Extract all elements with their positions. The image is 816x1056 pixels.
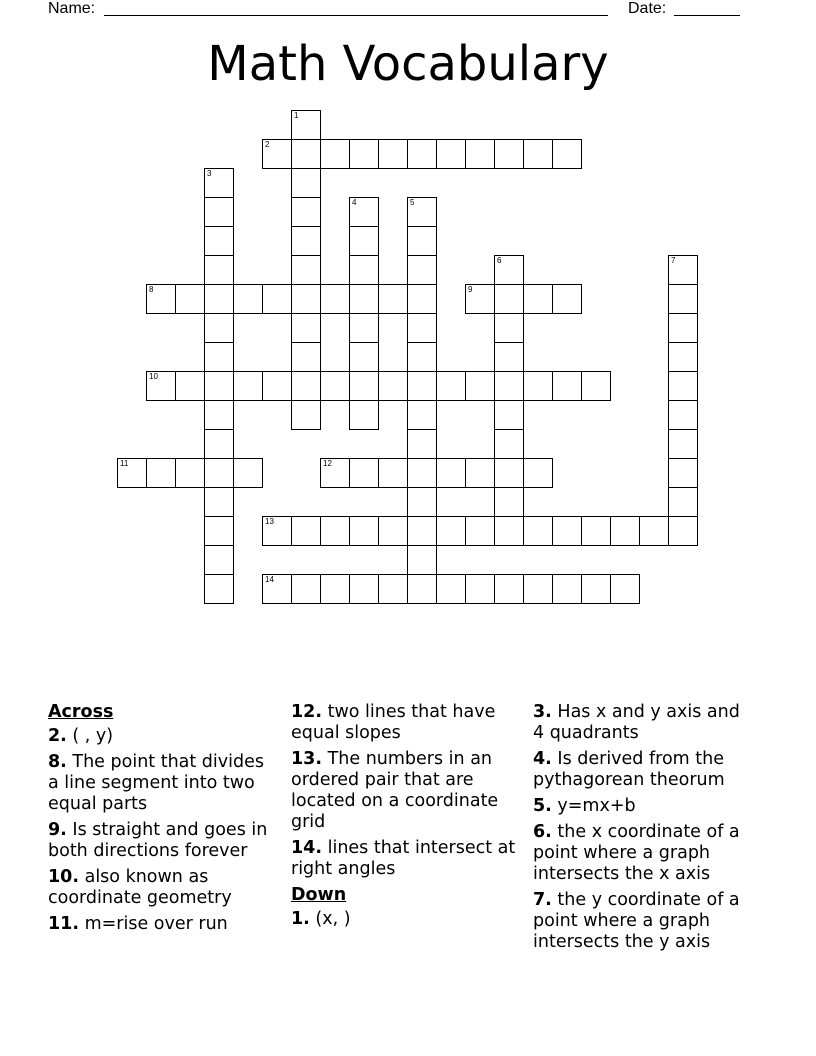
crossword-cell[interactable]: [668, 516, 698, 546]
crossword-cell[interactable]: [378, 574, 408, 604]
crossword-cell[interactable]: [291, 110, 321, 140]
clue-across-2: 2. ( , y): [48, 726, 114, 746]
clues-column-2: [291, 702, 519, 935]
clue-down-7: 7. the y coordinate of a point where a graph intersects the y axis: [533, 890, 740, 952]
clue-down-1: 1. (x, ): [291, 909, 351, 929]
crossword-cell[interactable]: [378, 371, 408, 401]
crossword-cell[interactable]: [204, 168, 234, 198]
crossword-cell[interactable]: [407, 545, 437, 575]
crossword-cell[interactable]: [349, 284, 379, 314]
clue-across-12: 12. two lines that have equal slopes: [291, 702, 496, 743]
crossword-cell[interactable]: [494, 371, 524, 401]
crossword-cell[interactable]: [146, 458, 176, 488]
crossword-cell[interactable]: [552, 284, 582, 314]
crossword-cell[interactable]: [465, 574, 495, 604]
crossword-cell[interactable]: [291, 226, 321, 256]
crossword-cell[interactable]: [407, 284, 437, 314]
clue-across-9: 9. Is straight and goes in both directions forever: [48, 820, 268, 861]
name-label: Name:: [48, 0, 96, 17]
crossword-cell[interactable]: [552, 574, 582, 604]
crossword-cell[interactable]: [320, 574, 350, 604]
crossword-cell[interactable]: [523, 458, 553, 488]
crossword-cell[interactable]: [320, 458, 350, 488]
crossword-cell[interactable]: [494, 342, 524, 372]
crossword-cell[interactable]: [407, 371, 437, 401]
crossword-cell[interactable]: [175, 458, 205, 488]
crossword-cell[interactable]: [262, 139, 292, 169]
crossword-cell[interactable]: [204, 545, 234, 575]
crossword-cell[interactable]: [320, 139, 350, 169]
clue-number: 6: [497, 256, 502, 265]
crossword-cell[interactable]: [523, 516, 553, 546]
date-blank-line[interactable]: [674, 15, 740, 16]
crossword-cell[interactable]: [668, 371, 698, 401]
crossword-cell[interactable]: [407, 429, 437, 459]
clues-column-3: [533, 702, 753, 958]
crossword-cell[interactable]: [146, 284, 176, 314]
date-label: Date:: [628, 0, 667, 17]
crossword-cell[interactable]: [204, 371, 234, 401]
crossword-cell[interactable]: [436, 574, 466, 604]
crossword-cell[interactable]: [233, 371, 263, 401]
crossword-cell[interactable]: [204, 255, 234, 285]
crossword-cell[interactable]: [668, 400, 698, 430]
clues-column-1: [48, 702, 273, 940]
crossword-cell[interactable]: [494, 284, 524, 314]
crossword-cell[interactable]: [523, 284, 553, 314]
crossword-cell[interactable]: [204, 574, 234, 604]
crossword-cell[interactable]: [349, 226, 379, 256]
crossword-cell[interactable]: [668, 313, 698, 343]
crossword-cell[interactable]: [204, 226, 234, 256]
crossword-cell[interactable]: [523, 371, 553, 401]
down-heading: Down: [291, 885, 347, 905]
crossword-cell[interactable]: [204, 284, 234, 314]
crossword-cell[interactable]: [378, 139, 408, 169]
crossword-cell[interactable]: [291, 284, 321, 314]
crossword-cell[interactable]: [204, 342, 234, 372]
clue-number: 9: [468, 285, 473, 294]
crossword-cell[interactable]: [233, 284, 263, 314]
crossword-cell[interactable]: [349, 516, 379, 546]
crossword-cell[interactable]: [204, 197, 234, 227]
crossword-cell[interactable]: [291, 342, 321, 372]
clue-down-6: 6. the x coordinate of a point where a graph intersects the x axis: [533, 822, 740, 884]
crossword-cell[interactable]: [291, 400, 321, 430]
crossword-cell[interactable]: [668, 487, 698, 517]
crossword-cell[interactable]: [204, 487, 234, 517]
clue-across-13: 13. The numbers in an ordered pair that are located on a coordinate grid: [291, 749, 499, 832]
crossword-cell[interactable]: [436, 139, 466, 169]
crossword-cell[interactable]: [291, 313, 321, 343]
crossword-cell[interactable]: [494, 458, 524, 488]
crossword-cell[interactable]: [407, 516, 437, 546]
crossword-cell[interactable]: [349, 197, 379, 227]
crossword-cell[interactable]: [407, 400, 437, 430]
clue-down-3: 3. Has x and y axis and 4 quadrants: [533, 702, 740, 743]
crossword-cell[interactable]: [349, 574, 379, 604]
crossword-cell[interactable]: [320, 284, 350, 314]
crossword-cell[interactable]: [494, 574, 524, 604]
crossword-cell[interactable]: [233, 458, 263, 488]
crossword-cell[interactable]: [436, 516, 466, 546]
crossword-cell[interactable]: [204, 458, 234, 488]
crossword-cell[interactable]: [291, 371, 321, 401]
crossword-cell[interactable]: [407, 255, 437, 285]
crossword-cell[interactable]: [668, 342, 698, 372]
crossword-cell[interactable]: [407, 342, 437, 372]
crossword-cell[interactable]: [465, 284, 495, 314]
worksheet-header: [48, 0, 748, 20]
clue-across-10: 10. also known as coordinate geometry: [48, 867, 232, 908]
page-title: Math Vocabulary: [207, 36, 609, 92]
crossword-cell[interactable]: [349, 458, 379, 488]
clue-number: 11: [120, 459, 129, 468]
crossword-cell[interactable]: [262, 284, 292, 314]
clue-across-14: 14. lines that intersect at right angles: [291, 838, 516, 879]
crossword-cell[interactable]: [494, 487, 524, 517]
crossword-cell[interactable]: [175, 284, 205, 314]
crossword-cell[interactable]: [204, 516, 234, 546]
clue-across-11: 11. m=rise over run: [48, 914, 228, 934]
crossword-cell[interactable]: [146, 371, 176, 401]
crossword-cell[interactable]: [320, 516, 350, 546]
clue-number: 7: [671, 256, 676, 265]
crossword-cell[interactable]: [610, 574, 640, 604]
crossword-cell[interactable]: [523, 139, 553, 169]
crossword-cell[interactable]: [407, 313, 437, 343]
crossword-cell[interactable]: [378, 458, 408, 488]
crossword-cell[interactable]: [349, 255, 379, 285]
crossword-cell[interactable]: [494, 516, 524, 546]
clue-number: 5: [410, 198, 415, 207]
crossword-cell[interactable]: [465, 139, 495, 169]
crossword-cell[interactable]: [349, 313, 379, 343]
crossword-cell[interactable]: [465, 516, 495, 546]
clue-number: 3: [207, 169, 212, 178]
crossword-cell[interactable]: [262, 516, 292, 546]
crossword-cell[interactable]: [291, 197, 321, 227]
across-heading: Across: [48, 702, 114, 722]
crossword-cell[interactable]: [668, 255, 698, 285]
crossword-cell[interactable]: [407, 197, 437, 227]
crossword-cell[interactable]: [349, 371, 379, 401]
crossword-cell[interactable]: [291, 574, 321, 604]
crossword-cell[interactable]: [349, 400, 379, 430]
crossword-cell[interactable]: [291, 139, 321, 169]
crossword-cell[interactable]: [291, 168, 321, 198]
clue-number: 8: [149, 285, 154, 294]
crossword-cell[interactable]: [639, 516, 669, 546]
crossword-cell[interactable]: [581, 516, 611, 546]
crossword-cell[interactable]: [175, 371, 205, 401]
crossword-cell[interactable]: [378, 284, 408, 314]
clue-number: 1: [294, 111, 299, 120]
crossword-cell[interactable]: [668, 458, 698, 488]
crossword-cell[interactable]: [581, 574, 611, 604]
crossword-cell[interactable]: [204, 400, 234, 430]
crossword-cell[interactable]: [204, 313, 234, 343]
crossword-cell[interactable]: [436, 371, 466, 401]
crossword-cell[interactable]: [204, 429, 234, 459]
crossword-cell[interactable]: [494, 313, 524, 343]
clue-number: 13: [265, 517, 274, 526]
crossword-cell[interactable]: [610, 516, 640, 546]
crossword-cell[interactable]: [523, 574, 553, 604]
crossword-cell[interactable]: [465, 371, 495, 401]
name-blank-line[interactable]: [104, 15, 608, 16]
clue-number: 4: [352, 198, 357, 207]
crossword-cell[interactable]: [436, 458, 466, 488]
crossword-cell[interactable]: [407, 574, 437, 604]
crossword-cell[interactable]: [407, 226, 437, 256]
crossword-cell[interactable]: [465, 458, 495, 488]
crossword-cell[interactable]: [262, 371, 292, 401]
crossword-cell[interactable]: [668, 284, 698, 314]
crossword-cell[interactable]: [552, 139, 582, 169]
crossword-cell[interactable]: [262, 574, 292, 604]
crossword-cell[interactable]: [494, 429, 524, 459]
clue-number: 10: [149, 372, 158, 381]
crossword-cell[interactable]: [407, 139, 437, 169]
crossword-cell[interactable]: [552, 516, 582, 546]
clue-down-5: 5. y=mx+b: [533, 796, 636, 816]
crossword-cell[interactable]: [349, 139, 379, 169]
crossword-cell[interactable]: [407, 458, 437, 488]
crossword-cell[interactable]: [668, 429, 698, 459]
crossword-cell[interactable]: [378, 516, 408, 546]
crossword-cell[interactable]: [407, 487, 437, 517]
crossword-cell[interactable]: [291, 516, 321, 546]
clue-across-8: 8. The point that divides a line segment into two equal parts: [48, 752, 264, 814]
clue-number: 2: [265, 140, 270, 149]
crossword-cell[interactable]: [117, 458, 147, 488]
crossword-cell[interactable]: [349, 342, 379, 372]
crossword-cell[interactable]: [494, 255, 524, 285]
clue-down-4: 4. Is derived from the pythagorean theorum: [533, 749, 725, 790]
crossword-cell[interactable]: [552, 371, 582, 401]
clue-number: 14: [265, 575, 274, 584]
clue-number: 12: [323, 459, 332, 468]
crossword-cell[interactable]: [291, 255, 321, 285]
crossword-cell[interactable]: [320, 371, 350, 401]
crossword-cell[interactable]: [494, 400, 524, 430]
crossword-cell[interactable]: [581, 371, 611, 401]
crossword-cell[interactable]: [494, 139, 524, 169]
